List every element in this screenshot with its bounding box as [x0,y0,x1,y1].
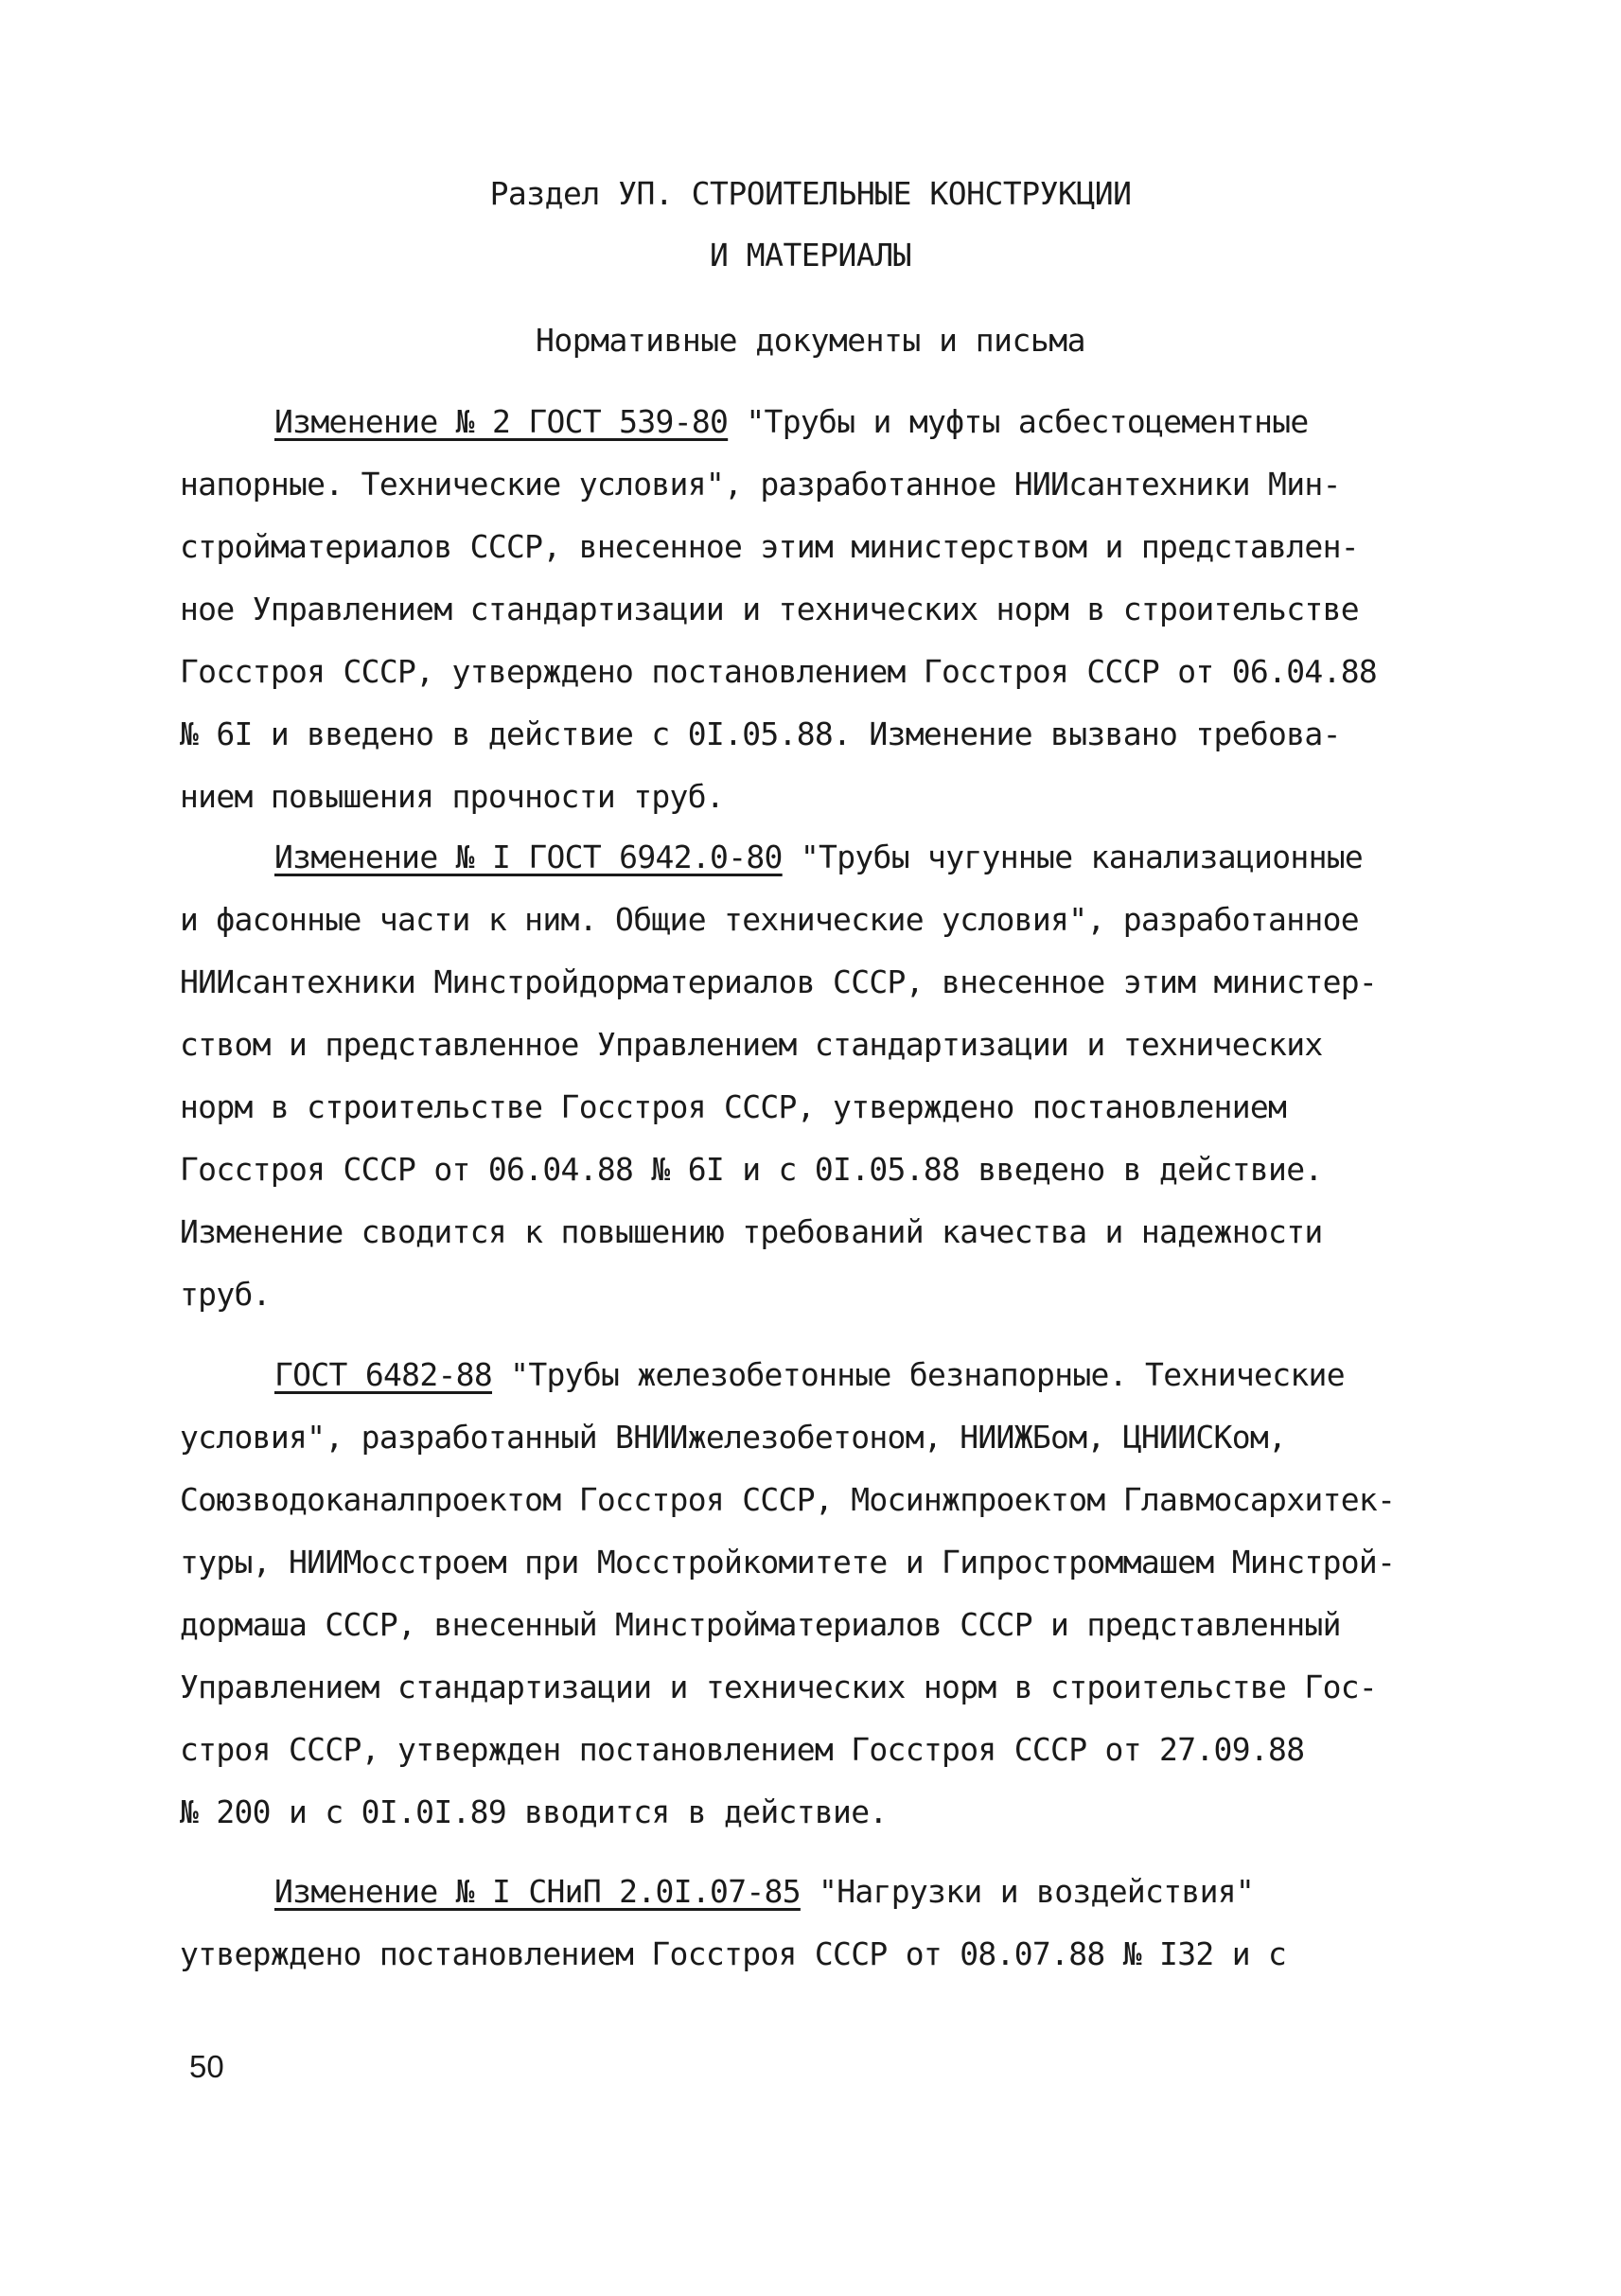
paragraph-line: НИИсантехники Минстройдорматериалов СССР, внесенное этим министер- [180,963,1378,1000]
section-title-line-1: Раздел УП. СТРОИТЕЛЬНЫЕ КОНСТРУКЦИИ [489,175,1132,212]
paragraph-line: Госстроя СССР от 06.04.88 № 6I и с 0I.05.88 введено в действие. [180,1151,1323,1188]
paragraph-line: труб. [180,1276,271,1313]
document-reference: Изменение № I ГОСТ 6942.0-80 [274,839,783,875]
paragraph-line: Госстроя СССР, утверждено постановлением Госстроя СССР от 06.04.88 [180,653,1378,690]
document-reference: Изменение № I СНиП 2.0I.07-85 [274,1873,801,1910]
paragraph-line: нием повышения прочности труб. [180,778,725,815]
paragraph-line [180,1344,1467,1406]
paragraph-snip-2-01-07 [180,1861,1467,1986]
paragraph-line: стройматериалов СССР, внесенное этим министерством и представлен- [180,528,1359,565]
paragraph-line: утверждено постановлением Госстроя СССР от 08.07.88 № I32 и с [180,1935,1287,1972]
paragraph-line: дормаша СССР, внесенный Минстройматериалов СССР и представленный [180,1606,1341,1643]
paragraph-line: ством и представленное Управлением стандартизации и технических [180,1026,1323,1063]
paragraph-line-text: "Нагрузки и воздействия" [800,1873,1255,1910]
paragraph-line: № 200 и с 0I.0I.89 вводится в действие. [180,1793,888,1830]
document-reference: ГОСТ 6482-88 [274,1356,493,1393]
paragraph-line: Изменение сводится к повышению требований качества и надежности [180,1213,1323,1250]
paragraph-line: Управлением стандартизации и технических норм в строительстве Гос- [180,1669,1378,1705]
paragraph-line: Союзводоканалпроектом Госстроя СССР, Мосинжпроектом Главмосархитек- [180,1481,1396,1518]
paragraph-line: ное Управлением стандартизации и технических норм в строительстве [180,591,1359,627]
section-subtitle: Нормативные документы и письма [535,322,1086,359]
page-number: 50 [189,2049,224,2084]
paragraph-line [180,826,1467,889]
paragraph-line: туры, НИИМосстроем при Мосстройкомитете и Гипростроммашем Минстрой- [180,1544,1396,1581]
paragraph-line-text: "Трубы железобетонные безнапорные. Технические [492,1356,1345,1393]
paragraph-line [180,391,1467,453]
section-title-line-2: И МАТЕРИАЛЫ [709,237,912,274]
paragraph-line [180,1861,1467,1923]
paragraph-gost-539 [180,391,1467,828]
paragraph-gost-6942 [180,826,1467,1326]
paragraph-line: условия", разработанный ВНИИжелезобетоном, НИИЖБом, ЦНИИСКом, [180,1419,1287,1456]
paragraph-line: напорные. Технические условия", разработанное НИИсантехники Мин- [180,466,1341,503]
paragraph-line-text: "Трубы чугунные канализационные [782,839,1364,875]
paragraph-line: и фасонные части к ним. Общие технические условия", разработанное [180,901,1359,938]
document-reference: Изменение № 2 ГОСТ 539-80 [274,403,729,440]
paragraph-line: строя СССР, утвержден постановлением Госстроя СССР от 27.09.88 [180,1731,1305,1768]
paragraph-line: норм в строительстве Госстроя СССР, утверждено постановлением [180,1088,1287,1125]
paragraph-gost-6482 [180,1344,1467,1844]
paragraph-line: № 6I и введено в действие с 0I.05.88. Изменение вызвано требова- [180,715,1341,752]
paragraph-line-text: "Трубы и муфты асбестоцементные [728,403,1309,440]
